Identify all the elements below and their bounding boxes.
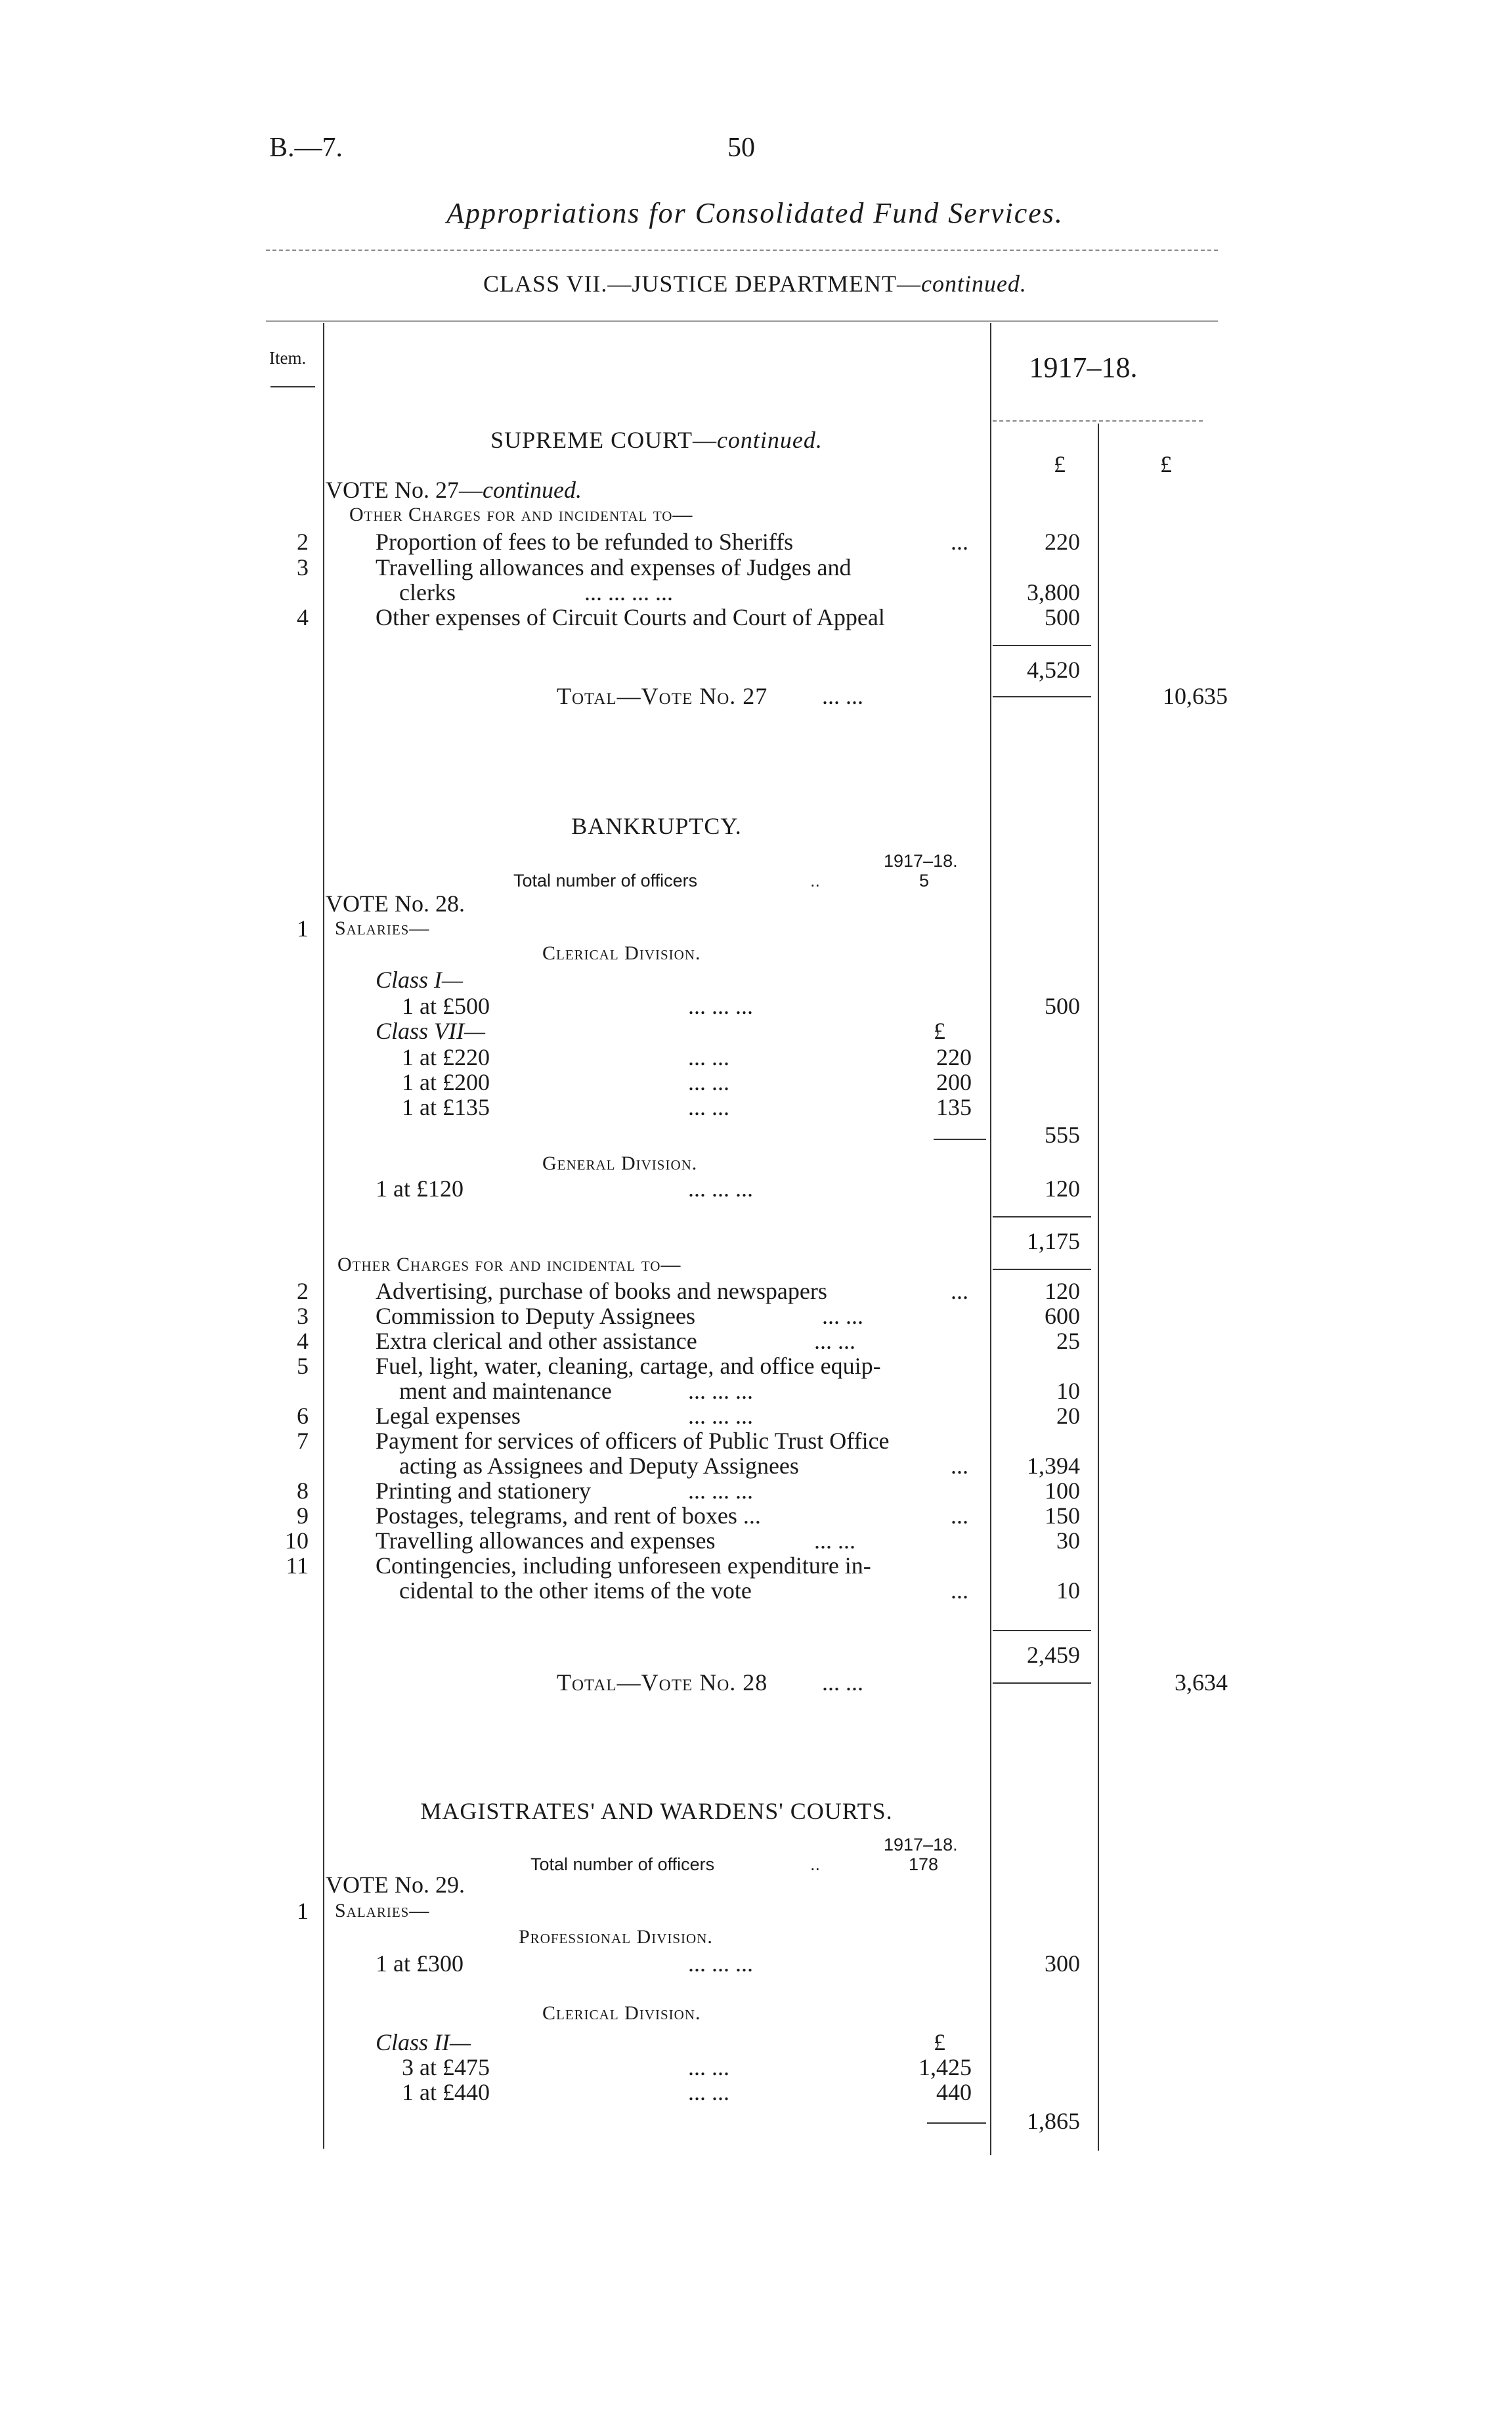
item-text: Advertising, purchase of books and newspapers [376, 1278, 827, 1304]
vote-28-subtotal: 2,459 [1027, 1642, 1080, 1668]
leader-dots: ... ... [822, 683, 863, 709]
class-heading: CLASS VII.—JUSTICE DEPARTMENT—continued. [483, 271, 1027, 297]
item-number: 3 [297, 554, 309, 581]
class-vii-label: Class VII— [376, 1018, 486, 1044]
vote-27-total: 10,635 [1163, 683, 1228, 709]
leader-dots: ... ... [688, 2054, 729, 2080]
salary-subamount: 1,425 [918, 2054, 972, 2080]
subtotal-rule [993, 1269, 1091, 1270]
item-text: Travelling allowances and expenses [376, 1527, 716, 1554]
item-text: ment and maintenance [399, 1378, 612, 1404]
page-title: Appropriations for Consolidated Fund Services. [446, 197, 1064, 229]
item-number: 1 [297, 915, 309, 942]
leader-dots: ... ... ... [688, 1378, 753, 1404]
item-number: 2 [297, 1278, 309, 1304]
salary-subamount: 440 [936, 2079, 972, 2105]
item-text: Travelling allowances and expenses of Judges and [376, 554, 852, 581]
pound-sign: £ [934, 2029, 945, 2055]
item-amount: 500 [1045, 993, 1080, 1019]
item-amount: 220 [1045, 529, 1080, 555]
clerical-division-heading: Clerical Division. [542, 2002, 701, 2024]
salary-line: 1 at £300 [376, 1950, 464, 1977]
item-number: 4 [297, 604, 309, 630]
leader-dots: ... ... [688, 1044, 729, 1070]
subtotal-rule [993, 1216, 1091, 1217]
vote-28-total-label: Total—Vote No. 28 [557, 1669, 768, 1696]
item-number: 1 [297, 1898, 309, 1924]
salaries-label: Salaries— [335, 917, 430, 939]
pound-sign: £ [934, 1018, 945, 1044]
leader-dots: ... ... ... [688, 1478, 753, 1504]
total-column-divider [1098, 424, 1099, 2151]
item-number: 8 [297, 1478, 309, 1504]
item-number: 3 [297, 1303, 309, 1329]
subtotal-rule [993, 696, 1091, 697]
leader-dots: ... [951, 529, 968, 555]
officers-year: 1917–18. [884, 1835, 958, 1854]
item-text: Fuel, light, water, cleaning, cartage, and office equip- [376, 1353, 881, 1379]
other-charges-label: Other Charges for and incidental to— [337, 1254, 681, 1275]
salary-line: 1 at £135 [402, 1094, 490, 1120]
item-number: 4 [297, 1328, 309, 1354]
salaries-label: Salaries— [335, 1900, 430, 1921]
leader-dots: ... ... [814, 1328, 855, 1354]
item-text: Legal expenses [376, 1403, 521, 1429]
salary-line: 1 at £440 [402, 2079, 490, 2105]
section-heading-bankruptcy: BANKRUPTCY. [571, 813, 742, 839]
item-amount: 20 [1056, 1403, 1080, 1429]
item-amount: 100 [1045, 1478, 1080, 1504]
item-text: Commission to Deputy Assignees [376, 1303, 696, 1329]
leader-dots: ... ... ... [688, 993, 753, 1019]
item-amount: 500 [1045, 604, 1080, 630]
leader-dots: ... [951, 1577, 968, 1604]
officers-label: Total number of officers [530, 1854, 715, 1874]
section-heading-supreme-court: SUPREME COURT—continued. [490, 427, 823, 453]
item-text: Payment for services of officers of Public Trust Office [376, 1428, 890, 1454]
item-amount: 10 [1056, 1378, 1080, 1404]
subtotal-rule [934, 1139, 986, 1140]
leader-dots: ... [951, 1453, 968, 1479]
item-text: Postages, telegrams, and rent of boxes ... [376, 1502, 761, 1529]
pound-total-header: £ [1160, 451, 1172, 477]
vote-27-subtotal: 4,520 [1027, 657, 1080, 683]
leader-dots: ... ... ... [688, 1175, 753, 1202]
leader-dots: .. [810, 871, 821, 890]
page-reference: B.—7. [269, 133, 343, 163]
officers-count: 178 [909, 1854, 939, 1874]
leader-dots: ... ... [688, 1094, 729, 1120]
item-text: Extra clerical and other assistance [376, 1328, 697, 1354]
item-text: Proportion of fees to be refunded to Sheriffs [376, 529, 794, 555]
leader-dots: ... ... [814, 1527, 855, 1554]
salary-line: 1 at £200 [402, 1069, 490, 1095]
vote-27-label: VOTE No. 27—continued. [326, 477, 582, 503]
item-text: acting as Assignees and Deputy Assignees [399, 1453, 799, 1479]
salary-subamount: 220 [936, 1044, 972, 1070]
leader-dots: ... [951, 1502, 968, 1529]
item-amount: 120 [1045, 1278, 1080, 1304]
salaries-total: 1,175 [1027, 1228, 1080, 1254]
item-amount: 10 [1056, 1577, 1080, 1604]
item-text: clerks [399, 579, 456, 605]
vote-29-label: VOTE No. 29. [326, 1872, 465, 1898]
subtotal-rule [927, 2122, 986, 2124]
item-text: Contingencies, including unforeseen expenditure in- [376, 1552, 871, 1579]
salary-line: 1 at £500 [402, 993, 490, 1019]
leader-dots: ... ... [688, 2079, 729, 2105]
class-i-label: Class I— [376, 967, 464, 993]
vote-28-label: VOTE No. 28. [326, 890, 465, 917]
title-rule [266, 250, 1218, 251]
amount-column-divider [990, 323, 991, 2155]
year-header-rule [993, 420, 1203, 422]
leader-dots: ... ... ... [688, 1403, 753, 1429]
pound-column-header: £ [1054, 451, 1066, 477]
item-text: cidental to the other items of the vote [399, 1577, 752, 1604]
year-column-header: 1917–18. [1029, 351, 1138, 384]
item-amount: 120 [1045, 1175, 1080, 1202]
salary-subamount: 200 [936, 1069, 972, 1095]
item-amount: 3,800 [1027, 579, 1080, 605]
clerical-division-heading: Clerical Division. [542, 942, 701, 964]
item-number: 5 [297, 1353, 309, 1379]
item-amount: 25 [1056, 1328, 1080, 1354]
item-text: Other expenses of Circuit Courts and Court of Appeal [376, 604, 885, 630]
item-number: 7 [297, 1428, 309, 1454]
class-ii-label: Class II— [376, 2029, 471, 2055]
leader-dots: ... ... ... [688, 1950, 753, 1977]
item-number: 11 [286, 1552, 309, 1579]
leader-dots: ... [951, 1278, 968, 1304]
professional-division-heading: Professional Division. [519, 1926, 713, 1948]
item-amount: 30 [1056, 1527, 1080, 1554]
item-amount: 300 [1045, 1950, 1080, 1977]
leader-dots: ... ... [822, 1303, 863, 1329]
general-division-heading: General Division. [542, 1152, 698, 1174]
class-vii-total: 555 [1045, 1122, 1080, 1148]
officers-count: 5 [919, 871, 930, 890]
vote-27-total-label: Total—Vote No. 27 [557, 683, 768, 709]
item-number: 2 [297, 529, 309, 555]
salary-subamount: 135 [936, 1094, 972, 1120]
item-amount: 150 [1045, 1502, 1080, 1529]
other-charges-label: Other Charges for and incidental to— [349, 504, 693, 525]
salary-line: 1 at £220 [402, 1044, 490, 1070]
salary-line: 3 at £475 [402, 2054, 490, 2080]
leader-dots: ... ... [822, 1669, 863, 1696]
page-number: 50 [727, 133, 755, 163]
salary-line: 1 at £120 [376, 1175, 464, 1202]
item-amount: 1,394 [1027, 1453, 1080, 1479]
officers-label: Total number of officers [513, 871, 698, 890]
item-number: 9 [297, 1502, 309, 1529]
officers-year: 1917–18. [884, 851, 958, 871]
leader-dots: ... ... ... ... [584, 579, 673, 605]
leader-dots: ... ... [688, 1069, 729, 1095]
item-column-divider [323, 323, 324, 2149]
subtotal-rule [993, 1682, 1091, 1684]
item-header-rule [270, 386, 315, 387]
item-amount: 600 [1045, 1303, 1080, 1329]
subtotal-rule [993, 1630, 1091, 1631]
table-top-rule [266, 320, 1218, 322]
subtotal-rule [993, 645, 1091, 646]
leader-dots: .. [810, 1854, 821, 1874]
section-heading-magistrates: MAGISTRATES' AND WARDENS' COURTS. [420, 1798, 893, 1824]
vote-28-total: 3,634 [1175, 1669, 1228, 1696]
class-ii-total: 1,865 [1027, 2108, 1080, 2134]
item-number: 6 [297, 1403, 309, 1429]
item-number: 10 [285, 1527, 309, 1554]
item-column-header: Item. [269, 348, 307, 368]
item-text: Printing and stationery [376, 1478, 591, 1504]
